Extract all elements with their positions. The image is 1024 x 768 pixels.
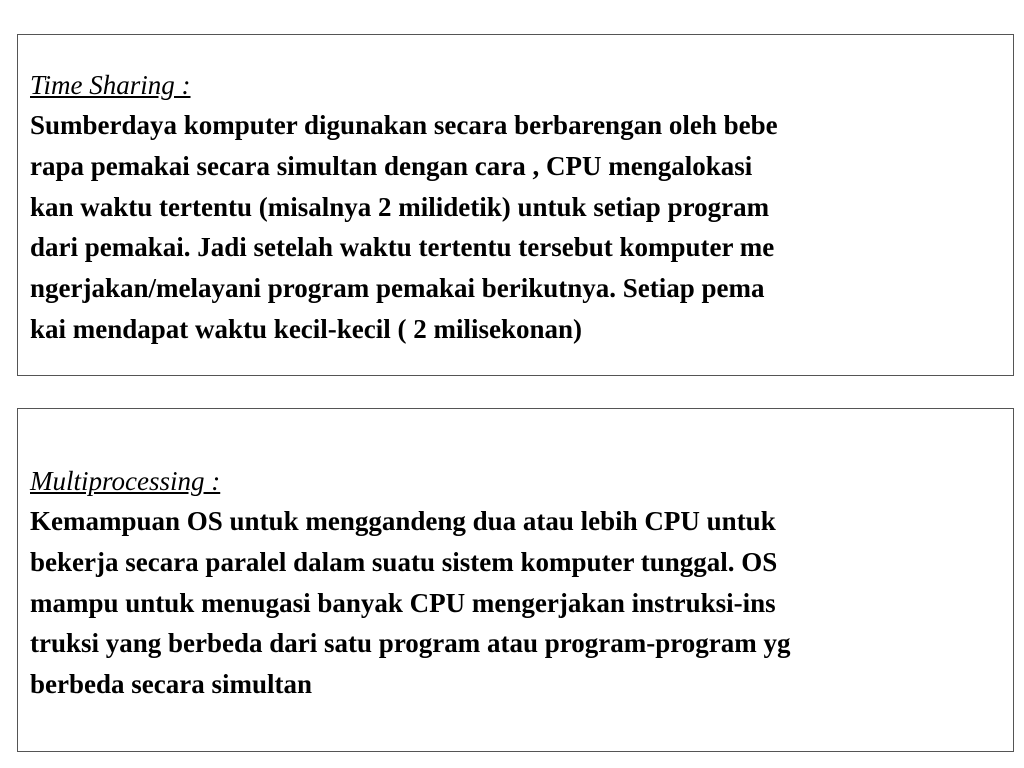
- multiprocessing-heading: Multiprocessing :: [30, 466, 221, 496]
- time-sharing-text: [30, 105, 778, 350]
- text-line: mampu untuk menugasi banyak CPU mengerjakan instruksi-ins: [30, 587, 776, 618]
- text-line: rapa pemakai secara simultan dengan cara , CPU mengalokasi: [30, 150, 753, 181]
- multiprocessing-box: [17, 408, 1014, 752]
- multiprocessing-text: [30, 501, 791, 705]
- text-line: Sumberdaya komputer digunakan secara berbarengan oleh bebe: [30, 110, 778, 140]
- text-line: truksi yang berbeda dari satu program atau program-program yg: [30, 628, 791, 659]
- text-line: kai mendapat waktu kecil-kecil ( 2 milisekonan): [30, 313, 583, 344]
- time-sharing-heading: Time Sharing :: [30, 70, 191, 100]
- text-line: dari pemakai. Jadi setelah waktu tertentu tersebut komputer me: [30, 232, 775, 263]
- text-line: kan waktu tertentu (misalnya 2 milidetik) untuk setiap program: [30, 191, 770, 222]
- time-sharing-box: [17, 34, 1014, 376]
- text-line: Kemampuan OS untuk menggandeng dua atau lebih CPU untuk: [30, 506, 776, 536]
- text-line: ngerjakan/melayani program pemakai berikutnya. Setiap pema: [30, 273, 765, 304]
- text-line: bekerja secara paralel dalam suatu sistem komputer tunggal. OS: [30, 546, 778, 577]
- text-line: berbeda secara simultan: [30, 669, 312, 700]
